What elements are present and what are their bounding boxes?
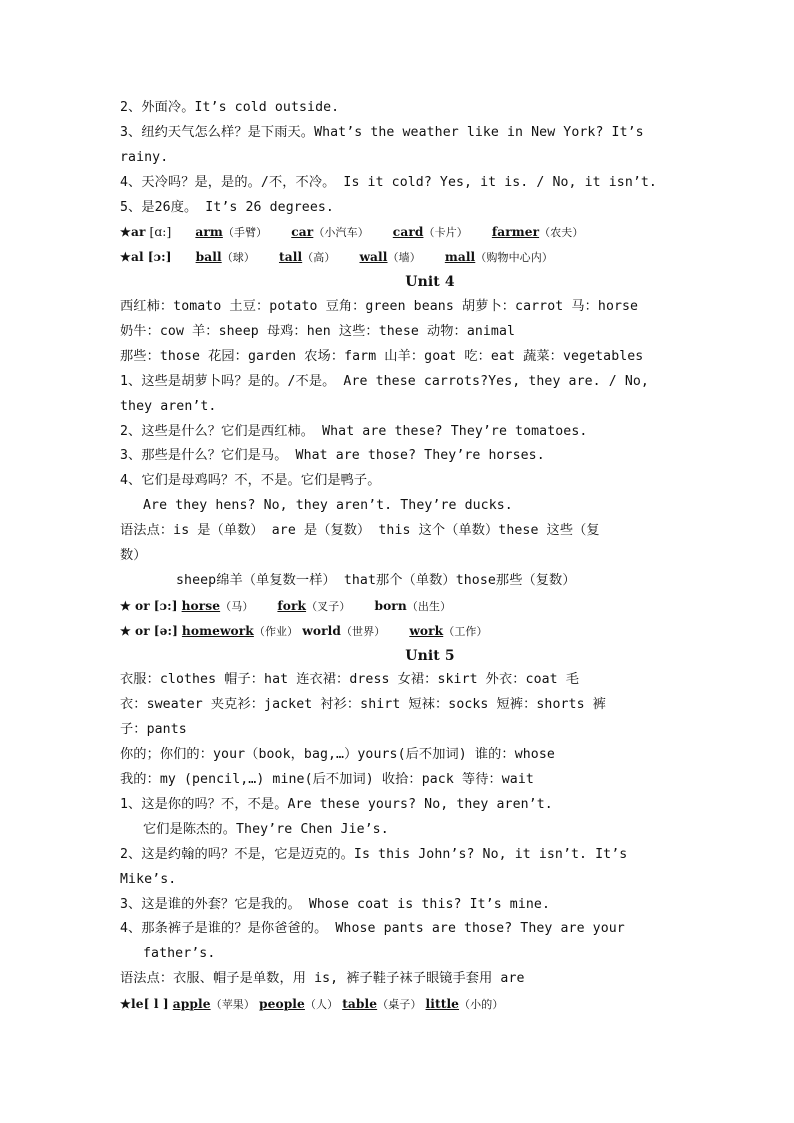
phonics-word: farmer bbox=[491, 225, 540, 240]
text-line: 5、是26度。 It’s 26 degrees. bbox=[120, 199, 334, 215]
star-icon: ★ bbox=[120, 250, 132, 265]
text-line: rainy. bbox=[120, 149, 169, 165]
text-line: 2、外面冷。It’s cold outside. bbox=[120, 100, 340, 115]
phonics-word: mall bbox=[444, 250, 476, 265]
star-icon: ★ bbox=[120, 225, 132, 240]
phonics-ipa: [ɔ:] bbox=[153, 598, 178, 613]
phonics-word: ball bbox=[195, 250, 222, 265]
document-body bbox=[120, 96, 740, 1017]
phonics-meaning: （手臂） bbox=[222, 226, 268, 240]
star-icon: ★ bbox=[120, 997, 132, 1012]
phonics-word: fork bbox=[277, 598, 307, 613]
phonics-letters: ar bbox=[131, 225, 146, 240]
phonics-letters: or bbox=[135, 623, 150, 638]
phonics-word: world bbox=[302, 623, 341, 638]
phonics-word: apple bbox=[172, 997, 211, 1012]
text-line: 子：pants bbox=[120, 722, 187, 738]
grammar-note: sheep绵羊（单复数一样） that那个（单数）those那些（复数） bbox=[176, 572, 576, 588]
text-line: 4、它们是母鸡吗？不，不是。它们是鸭子。 bbox=[120, 473, 381, 489]
text-line: 衣：sweater 夹克衫：jacket 衬衫：shirt 短袜：socks 短裤：shorts 裤 bbox=[120, 697, 606, 713]
phonics-meaning: （人） bbox=[304, 998, 339, 1012]
phonics-word: horse bbox=[181, 598, 221, 613]
text-line: Are they hens? No, they aren’t. They’re ducks. bbox=[143, 498, 513, 514]
phonics-meaning: （作业） bbox=[253, 624, 299, 638]
phonics-row-or bbox=[120, 594, 740, 619]
phonics-word: work bbox=[409, 623, 444, 638]
text-line: 西红柿：tomato 土豆：potato 豆角：green beans 胡萝卜：carrot 马：horse bbox=[120, 299, 639, 315]
text-line: 奶牛：cow 羊：sheep 母鸡：hen 这些：these 动物：animal bbox=[120, 324, 516, 340]
text-line: father’s. bbox=[143, 946, 216, 962]
phonics-letters: or bbox=[135, 598, 150, 613]
phonics-word: card bbox=[392, 225, 424, 240]
text-line: 我的：my (pencil,…) mine(后不加词) 收拾：pack 等待：wait bbox=[120, 772, 534, 788]
phonics-word: arm bbox=[195, 225, 223, 240]
text-line: 3、这是谁的外套？它是我的。 Whose coat is this? It’s mine. bbox=[120, 896, 551, 912]
phonics-ipa: [ɔ:] bbox=[147, 250, 172, 265]
phonics-meaning: （墙） bbox=[387, 251, 421, 265]
phonics-row-al bbox=[120, 245, 740, 270]
phonics-meaning: （苹果） bbox=[210, 998, 255, 1012]
phonics-meaning: （出生） bbox=[406, 599, 452, 613]
phonics-row-or-er bbox=[120, 619, 740, 644]
phonics-meaning: （叉子） bbox=[306, 599, 351, 613]
phonics-word: car bbox=[291, 225, 314, 240]
grammar-note: 语法点：is 是（单数） are 是（复数） this 这个（单数）these 这些（复 bbox=[120, 523, 600, 539]
grammar-note: 语法点：衣服、帽子是单数，用 is, 裤子鞋子袜子眼镜手套用 are bbox=[120, 971, 525, 987]
star-icon: ★ bbox=[120, 623, 132, 638]
unit-heading: Unit 4 bbox=[405, 274, 455, 291]
phonics-meaning: （高） bbox=[302, 251, 336, 265]
phonics-ipa: [ə:] bbox=[153, 623, 178, 638]
phonics-word: table bbox=[342, 997, 378, 1012]
phonics-meaning: （小的） bbox=[459, 998, 504, 1012]
phonics-meaning: （球） bbox=[221, 251, 255, 265]
text-line: 你的；你们的：your（book，bag,…）yours(后不加词) 谁的：whose bbox=[120, 747, 555, 763]
text-line: 4、那条裤子是谁的？是你爸爸的。 Whose pants are those? They are your bbox=[120, 921, 625, 937]
text-line: 2、这些是什么？它们是西红柿。 What are these? They’re tomatoes. bbox=[120, 423, 588, 439]
phonics-word: born bbox=[374, 598, 407, 613]
text-line: 它们是陈杰的。They’re Chen Jie’s. bbox=[143, 821, 389, 837]
text-line: 3、那些是什么？它们是马。 What are those? They’re horses. bbox=[120, 448, 545, 464]
text-line: Mike’s. bbox=[120, 871, 177, 887]
phonics-word: tall bbox=[278, 250, 303, 265]
phonics-meaning: （小汽车） bbox=[313, 226, 369, 240]
phonics-ipa: [ l ] bbox=[143, 997, 169, 1012]
unit-heading: Unit 5 bbox=[405, 647, 455, 664]
text-line: they aren’t. bbox=[120, 398, 217, 414]
text-line: 4、天冷吗？是，是的。/不，不冷。 Is it cold? Yes, it is. / No, it isn’t. bbox=[120, 174, 657, 190]
phonics-word: little bbox=[425, 997, 460, 1012]
phonics-meaning: （工作） bbox=[443, 624, 488, 638]
phonics-row-ar bbox=[120, 220, 740, 245]
phonics-letters: le bbox=[131, 997, 144, 1012]
phonics-word: people bbox=[258, 997, 305, 1012]
phonics-meaning: （农夫） bbox=[539, 226, 584, 240]
text-line: 1、这些是胡萝卜吗？是的。/不是。 Are these carrots?Yes, they are. / No, bbox=[120, 373, 649, 389]
text-line: 1、这是你的吗？不，不是。Are these yours? No, they aren’t. bbox=[120, 796, 553, 812]
phonics-meaning: （马） bbox=[220, 599, 254, 613]
phonics-meaning: （卡片） bbox=[423, 226, 468, 240]
grammar-note: 数） bbox=[120, 548, 147, 564]
star-icon: ★ bbox=[120, 598, 132, 613]
phonics-row-le bbox=[120, 992, 740, 1017]
text-line: 那些：those 花园：garden 农场：farm 山羊：goat 吃：eat 蔬菜：vegetables bbox=[120, 348, 644, 364]
phonics-letters: al bbox=[131, 250, 144, 265]
phonics-word: wall bbox=[359, 250, 388, 265]
text-line: 2、这是约翰的吗？不是，它是迈克的。Is this John’s? No, it isn’t. It’s bbox=[120, 846, 628, 862]
phonics-word: homework bbox=[181, 623, 254, 638]
phonics-ipa: [ɑ:] bbox=[149, 225, 172, 240]
text-line: 衣服：clothes 帽子：hat 连衣裙：dress 女裙：skirt 外衣：coat 毛 bbox=[120, 672, 580, 688]
phonics-meaning: （世界） bbox=[340, 624, 386, 638]
phonics-meaning: （购物中心内） bbox=[475, 251, 553, 265]
phonics-meaning: （桌子） bbox=[377, 998, 422, 1012]
text-line: 3、纽约天气怎么样？是下雨天。What’s the weather like in New York? It’s bbox=[120, 124, 644, 140]
